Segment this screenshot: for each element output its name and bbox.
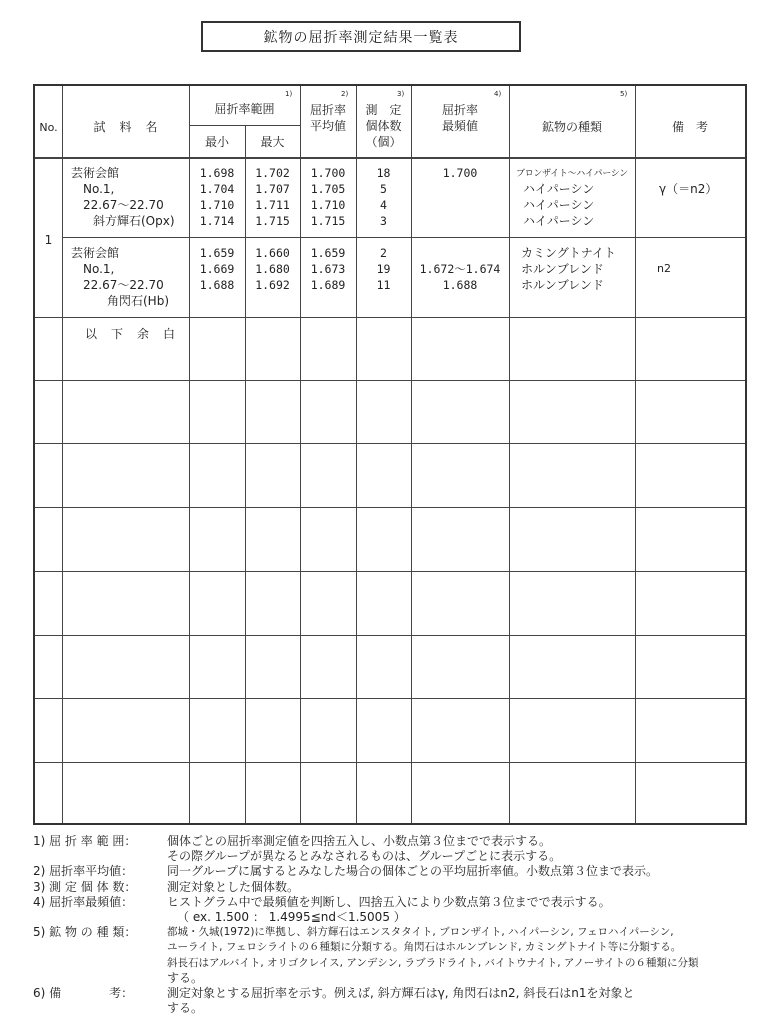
g2-max: 1.692 (255, 278, 290, 292)
footnote-4 (33, 895, 763, 925)
g2-mineral: ホルンブレンド (521, 278, 604, 292)
g2-mode: 1.688 (442, 278, 478, 292)
g2-sample-name: 芸術会館 (71, 246, 120, 260)
g1-min: 1.698 (199, 166, 235, 180)
g2-mineral: カミングトナイト (521, 246, 616, 260)
g1-sample-depth: 22.67～22.70 (83, 198, 164, 212)
g2-mineral: ホルンブレンド (521, 262, 604, 276)
g1-remarks: γ（＝n2） (659, 182, 718, 196)
header-count-1: 測 定 (365, 103, 402, 117)
g2-min: 1.669 (199, 262, 235, 276)
g1-max: 1.707 (255, 182, 290, 196)
g1-min: 1.714 (199, 214, 235, 228)
g1-count: 18 (376, 166, 391, 180)
footnote-text: する。 (167, 1001, 204, 1016)
g2-avg: 1.689 (310, 278, 346, 292)
g1-mineral: ハイパーシン (523, 214, 595, 228)
footnote-text: ヒストグラム中で最頻値を判断し、四捨五入により少数点第３位までで表示する。 (167, 894, 611, 909)
footnote-text: 個体ごとの屈折率測定値を四捨五入し、小数点第３位までで表示する。 (167, 834, 552, 848)
footnote-3 (33, 880, 763, 895)
g2-avg: 1.673 (310, 262, 346, 276)
g1-count: 4 (380, 198, 387, 212)
header-avg-1: 屈折率 (309, 103, 346, 117)
g1-max: 1.702 (255, 166, 290, 180)
g1-avg: 1.715 (310, 214, 346, 228)
g1-mineral: ブロンザイト～ハイパーシン (516, 169, 628, 179)
g1-max: 1.711 (255, 198, 290, 212)
g2-max: 1.680 (255, 262, 290, 276)
header-mode-1: 屈折率 (441, 103, 478, 117)
ref-4: 4) (494, 90, 502, 98)
blank-remainder-label: 以 下 余 白 (85, 327, 177, 341)
g1-sample-no: No.1, (83, 182, 115, 196)
footnote-text: その際グループが異なるとみなされるものは、グループごとに表示する。 (167, 849, 562, 864)
footnote-text: する。 (167, 970, 204, 985)
header-range-max: 最大 (260, 135, 285, 149)
footnote-text: （ ex. 1.500 ： 1.4995≦nd＜1.5005 ） (177, 910, 406, 925)
footnote-label: 2) 屈折率平均値： (33, 864, 134, 879)
header-count-2: 個体数 (365, 119, 402, 133)
g2-min: 1.659 (199, 246, 235, 260)
g1-count: 3 (380, 214, 387, 228)
header-range: 屈折率範囲 (214, 102, 275, 116)
footnote-label: 4) 屈折率最頻値： (33, 894, 134, 909)
header-remarks: 備 考 (671, 120, 708, 134)
g1-min: 1.710 (199, 198, 235, 212)
footnote-1 (33, 834, 763, 864)
header-mineral: 鉱物の種類 (541, 120, 602, 134)
g2-count: 2 (380, 246, 387, 260)
footnote-text: 測定対象とする屈折率を示す。例えば, 斜方輝石はγ, 角閃石はn2, 斜長石はn1を対象と (167, 986, 635, 1001)
ref-2: 2) (341, 90, 349, 98)
g2-remarks: n2 (657, 262, 671, 275)
header-sample: 試 料 名 (93, 120, 159, 134)
header-count-3: （個） (365, 135, 402, 149)
header-mode-2: 最頻値 (441, 119, 478, 133)
header-no: No. (39, 121, 58, 134)
header-range-min: 最小 (204, 135, 229, 149)
ref-1: 1) (285, 90, 293, 98)
g1-mineral: ハイパーシン (523, 198, 595, 212)
g1-avg: 1.700 (310, 166, 346, 180)
g1-avg: 1.705 (310, 182, 346, 196)
g2-avg: 1.659 (310, 246, 346, 260)
footnote-2 (33, 864, 763, 879)
footnote-text: ユーライト, フェロシライトの６種類に分類する。角閃石はホルンブレンド, カミングトナイト等に分類する。 (167, 941, 682, 954)
g1-avg: 1.710 (310, 198, 346, 212)
header-avg-2: 平均値 (309, 119, 346, 133)
footnote-text: 同一グループに属するとみなした場合の個体ごとの平均屈折率値。小数点第３位まで表示。 (167, 864, 659, 879)
g2-count: 11 (376, 278, 391, 292)
document-title: 鉱物の屈折率測定結果一覧表 (201, 21, 521, 52)
g2-sample-depth: 22.67～22.70 (83, 278, 164, 292)
g1-count: 5 (380, 182, 387, 196)
footnotes (33, 834, 763, 1016)
g1-mode: 1.700 (442, 166, 478, 180)
g1-sample-mineral: 斜方輝石(Opx) (93, 214, 175, 228)
ref-5: 5) (620, 90, 628, 98)
g1-max: 1.715 (255, 214, 290, 228)
results-table (33, 84, 747, 825)
g2-count: 19 (376, 262, 391, 276)
footnote-label: 3) 測 定 個 体 数： (33, 879, 137, 894)
g2-max: 1.660 (255, 246, 290, 260)
footnote-text: 都城・久城(1972)に準拠し、斜方輝石はエンスタタイト, ブロンザイト, ハイパーシン, フェロハイパーシン, (167, 926, 674, 939)
g2-mode: 1.672～1.674 (419, 262, 501, 276)
footnote-text: 測定対象とした個体数。 (167, 879, 300, 894)
g2-sample-no: No.1, (83, 262, 115, 276)
footnote-label: 5) 鉱 物 の 種 類： (33, 925, 137, 940)
ref-3: 3) (397, 90, 405, 98)
footnote-5 (33, 925, 763, 986)
g2-sample-mineral: 角閃石(Hb) (107, 294, 170, 308)
g1-min: 1.704 (199, 182, 235, 196)
footnote-label: 1) 屈 折 率 範 囲： (33, 834, 137, 848)
row-number: 1 (44, 233, 53, 247)
g1-sample-name: 芸術会館 (71, 166, 120, 180)
g2-min: 1.688 (199, 278, 235, 292)
footnote-6 (33, 986, 763, 1016)
footnote-text: 斜長石はアルバイト, オリゴクレイス, アンデシン, ラブラドライト, バイトウナイト, アノーサイトの６種類に分類 (167, 956, 699, 969)
g1-mineral: ハイパーシン (523, 182, 595, 196)
footnote-label: 6) 備 考： (33, 986, 134, 1001)
